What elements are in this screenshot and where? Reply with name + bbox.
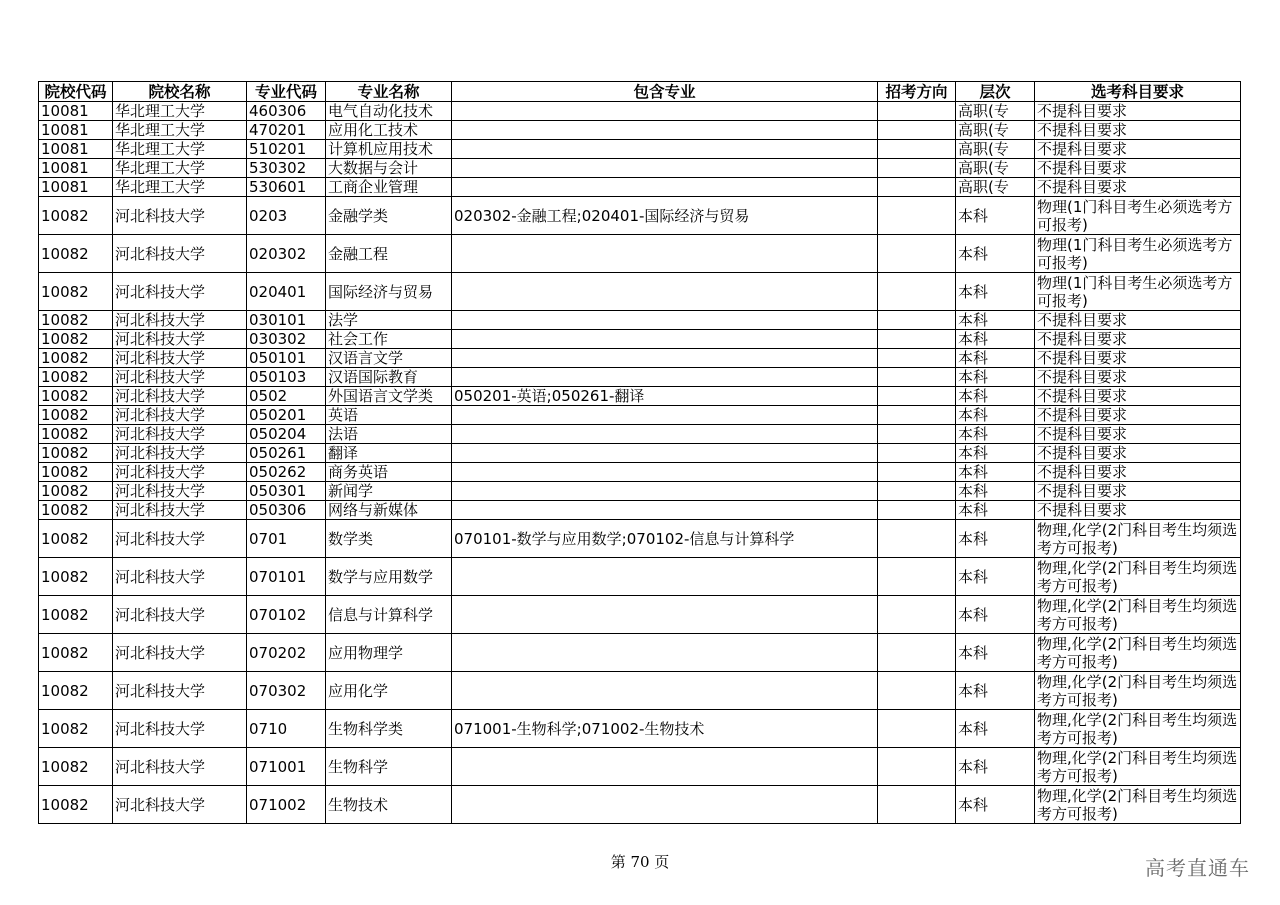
cell-school-code: 10082 — [39, 330, 113, 349]
table-row — [39, 349, 1241, 368]
cell-direction — [878, 121, 956, 140]
cell-major-name: 法语 — [326, 425, 452, 444]
table-body — [39, 102, 1241, 824]
cell-direction — [878, 672, 956, 710]
table-row — [39, 748, 1241, 786]
cell-subject-requirement: 物理,化学(2门科目考生均须选考方可报考) — [1035, 520, 1241, 558]
cell-major-name: 生物科学 — [326, 748, 452, 786]
cell-school-name: 河北科技大学 — [113, 596, 247, 634]
cell-school-name: 河北科技大学 — [113, 311, 247, 330]
cell-major-code: 0502 — [247, 387, 326, 406]
cell-major-code: 020302 — [247, 235, 326, 273]
cell-school-code: 10081 — [39, 159, 113, 178]
header-included-majors: 包含专业 — [452, 82, 878, 102]
cell-direction — [878, 102, 956, 121]
cell-level: 本科 — [956, 672, 1035, 710]
cell-included-majors: 070101-数学与应用数学;070102-信息与计算科学 — [452, 520, 878, 558]
cell-major-name: 数学与应用数学 — [326, 558, 452, 596]
table-row — [39, 406, 1241, 425]
cell-major-code: 030101 — [247, 311, 326, 330]
cell-direction — [878, 558, 956, 596]
table-row — [39, 444, 1241, 463]
page-number: 第 70 页 — [610, 853, 670, 871]
cell-subject-requirement: 物理,化学(2门科目考生均须选考方可报考) — [1035, 596, 1241, 634]
cell-major-name: 英语 — [326, 406, 452, 425]
cell-major-name: 国际经济与贸易 — [326, 273, 452, 311]
cell-level: 本科 — [956, 197, 1035, 235]
cell-included-majors — [452, 140, 878, 159]
cell-major-name: 汉语言文学 — [326, 349, 452, 368]
cell-school-name: 河北科技大学 — [113, 634, 247, 672]
cell-subject-requirement: 不提科目要求 — [1035, 368, 1241, 387]
table-row — [39, 786, 1241, 824]
cell-level: 高职(专 — [956, 102, 1035, 121]
cell-subject-requirement: 物理,化学(2门科目考生均须选考方可报考) — [1035, 634, 1241, 672]
cell-included-majors — [452, 786, 878, 824]
cell-level: 本科 — [956, 748, 1035, 786]
cell-major-name: 应用物理学 — [326, 634, 452, 672]
table-row — [39, 273, 1241, 311]
cell-major-code: 071001 — [247, 748, 326, 786]
cell-level: 本科 — [956, 387, 1035, 406]
cell-school-name: 华北理工大学 — [113, 159, 247, 178]
cell-major-name: 商务英语 — [326, 463, 452, 482]
cell-direction — [878, 748, 956, 786]
cell-level: 本科 — [956, 786, 1035, 824]
cell-school-name: 河北科技大学 — [113, 330, 247, 349]
cell-school-name: 河北科技大学 — [113, 520, 247, 558]
cell-school-name: 河北科技大学 — [113, 558, 247, 596]
cell-major-code: 030302 — [247, 330, 326, 349]
cell-subject-requirement: 不提科目要求 — [1035, 463, 1241, 482]
cell-school-code: 10082 — [39, 748, 113, 786]
table-row — [39, 311, 1241, 330]
cell-major-code: 050103 — [247, 368, 326, 387]
cell-school-name: 河北科技大学 — [113, 710, 247, 748]
cell-major-code: 070101 — [247, 558, 326, 596]
cell-subject-requirement: 物理,化学(2门科目考生均须选考方可报考) — [1035, 786, 1241, 824]
cell-level: 本科 — [956, 368, 1035, 387]
cell-direction — [878, 273, 956, 311]
cell-major-code: 0203 — [247, 197, 326, 235]
cell-school-name: 华北理工大学 — [113, 102, 247, 121]
table-row — [39, 501, 1241, 520]
cell-school-code: 10082 — [39, 634, 113, 672]
table-row — [39, 121, 1241, 140]
watermark: 高考直通车 — [1145, 856, 1250, 880]
header-school-name: 院校名称 — [113, 82, 247, 102]
cell-major-code: 0710 — [247, 710, 326, 748]
cell-included-majors: 050201-英语;050261-翻译 — [452, 387, 878, 406]
cell-school-code: 10082 — [39, 387, 113, 406]
table-row — [39, 634, 1241, 672]
cell-level: 高职(专 — [956, 140, 1035, 159]
cell-major-name: 网络与新媒体 — [326, 501, 452, 520]
cell-major-name: 计算机应用技术 — [326, 140, 452, 159]
cell-included-majors — [452, 596, 878, 634]
cell-level: 本科 — [956, 596, 1035, 634]
cell-direction — [878, 482, 956, 501]
cell-subject-requirement: 物理(1门科目考生必须选考方可报考) — [1035, 273, 1241, 311]
cell-subject-requirement: 物理,化学(2门科目考生均须选考方可报考) — [1035, 710, 1241, 748]
cell-included-majors — [452, 558, 878, 596]
cell-major-code: 530302 — [247, 159, 326, 178]
cell-school-name: 华北理工大学 — [113, 178, 247, 197]
cell-school-name: 河北科技大学 — [113, 786, 247, 824]
admission-table — [38, 81, 1241, 824]
cell-subject-requirement: 不提科目要求 — [1035, 311, 1241, 330]
cell-subject-requirement: 不提科目要求 — [1035, 425, 1241, 444]
table-row — [39, 368, 1241, 387]
cell-level: 本科 — [956, 330, 1035, 349]
cell-direction — [878, 330, 956, 349]
cell-school-code: 10081 — [39, 102, 113, 121]
cell-level: 本科 — [956, 311, 1035, 330]
cell-major-name: 金融学类 — [326, 197, 452, 235]
cell-major-name: 社会工作 — [326, 330, 452, 349]
table-row — [39, 520, 1241, 558]
cell-direction — [878, 520, 956, 558]
cell-level: 本科 — [956, 501, 1035, 520]
cell-subject-requirement: 不提科目要求 — [1035, 159, 1241, 178]
cell-direction — [878, 406, 956, 425]
cell-major-code: 050306 — [247, 501, 326, 520]
cell-subject-requirement: 不提科目要求 — [1035, 102, 1241, 121]
cell-major-name: 生物技术 — [326, 786, 452, 824]
cell-level: 本科 — [956, 520, 1035, 558]
cell-school-code: 10082 — [39, 444, 113, 463]
cell-included-majors — [452, 425, 878, 444]
cell-major-name: 电气自动化技术 — [326, 102, 452, 121]
header-school-code: 院校代码 — [39, 82, 113, 102]
cell-major-name: 外国语言文学类 — [326, 387, 452, 406]
cell-school-code: 10082 — [39, 425, 113, 444]
cell-major-name: 应用化工技术 — [326, 121, 452, 140]
table-row — [39, 159, 1241, 178]
cell-school-code: 10082 — [39, 349, 113, 368]
cell-level: 本科 — [956, 235, 1035, 273]
table-row — [39, 463, 1241, 482]
table-row — [39, 235, 1241, 273]
cell-school-name: 华北理工大学 — [113, 140, 247, 159]
cell-school-code: 10082 — [39, 710, 113, 748]
cell-major-name: 工商企业管理 — [326, 178, 452, 197]
cell-direction — [878, 197, 956, 235]
cell-included-majors — [452, 634, 878, 672]
cell-major-code: 0701 — [247, 520, 326, 558]
cell-school-name: 河北科技大学 — [113, 672, 247, 710]
cell-major-name: 法学 — [326, 311, 452, 330]
cell-direction — [878, 444, 956, 463]
cell-school-code: 10081 — [39, 140, 113, 159]
header-major-code: 专业代码 — [247, 82, 326, 102]
cell-included-majors: 071001-生物科学;071002-生物技术 — [452, 710, 878, 748]
cell-school-name: 河北科技大学 — [113, 235, 247, 273]
cell-subject-requirement: 不提科目要求 — [1035, 387, 1241, 406]
cell-subject-requirement: 不提科目要求 — [1035, 482, 1241, 501]
cell-level: 本科 — [956, 634, 1035, 672]
cell-school-code: 10082 — [39, 501, 113, 520]
cell-direction — [878, 710, 956, 748]
cell-major-name: 应用化学 — [326, 672, 452, 710]
cell-school-code: 10082 — [39, 786, 113, 824]
cell-level: 高职(专 — [956, 159, 1035, 178]
cell-level: 本科 — [956, 406, 1035, 425]
cell-direction — [878, 425, 956, 444]
cell-included-majors — [452, 501, 878, 520]
cell-level: 高职(专 — [956, 178, 1035, 197]
cell-major-name: 汉语国际教育 — [326, 368, 452, 387]
cell-major-code: 020401 — [247, 273, 326, 311]
table-row — [39, 102, 1241, 121]
table-row — [39, 197, 1241, 235]
cell-major-code: 050301 — [247, 482, 326, 501]
cell-school-name: 华北理工大学 — [113, 121, 247, 140]
table-row — [39, 425, 1241, 444]
cell-level: 本科 — [956, 425, 1035, 444]
header-direction: 招考方向 — [878, 82, 956, 102]
cell-subject-requirement: 不提科目要求 — [1035, 178, 1241, 197]
cell-major-name: 新闻学 — [326, 482, 452, 501]
cell-included-majors — [452, 102, 878, 121]
cell-school-code: 10082 — [39, 596, 113, 634]
table-row — [39, 387, 1241, 406]
cell-school-code: 10082 — [39, 520, 113, 558]
cell-major-code: 050204 — [247, 425, 326, 444]
cell-school-name: 河北科技大学 — [113, 197, 247, 235]
cell-level: 高职(专 — [956, 121, 1035, 140]
header-subject-requirement: 选考科目要求 — [1035, 82, 1241, 102]
cell-school-code: 10082 — [39, 235, 113, 273]
cell-school-code: 10082 — [39, 197, 113, 235]
cell-major-code: 050101 — [247, 349, 326, 368]
cell-school-code: 10081 — [39, 121, 113, 140]
cell-direction — [878, 368, 956, 387]
cell-major-code: 070302 — [247, 672, 326, 710]
cell-direction — [878, 159, 956, 178]
cell-level: 本科 — [956, 463, 1035, 482]
cell-major-name: 翻译 — [326, 444, 452, 463]
cell-direction — [878, 463, 956, 482]
cell-included-majors — [452, 330, 878, 349]
header-level: 层次 — [956, 82, 1035, 102]
header-row — [39, 82, 1241, 102]
cell-level: 本科 — [956, 273, 1035, 311]
table-row — [39, 672, 1241, 710]
cell-school-code: 10082 — [39, 672, 113, 710]
cell-school-code: 10082 — [39, 463, 113, 482]
cell-included-majors — [452, 748, 878, 786]
cell-school-name: 河北科技大学 — [113, 387, 247, 406]
cell-school-name: 河北科技大学 — [113, 368, 247, 387]
cell-subject-requirement: 不提科目要求 — [1035, 501, 1241, 520]
cell-major-code: 460306 — [247, 102, 326, 121]
cell-subject-requirement: 不提科目要求 — [1035, 444, 1241, 463]
table-row — [39, 596, 1241, 634]
cell-level: 本科 — [956, 558, 1035, 596]
cell-school-name: 河北科技大学 — [113, 501, 247, 520]
cell-major-code: 050201 — [247, 406, 326, 425]
cell-school-code: 10082 — [39, 406, 113, 425]
cell-subject-requirement: 不提科目要求 — [1035, 140, 1241, 159]
cell-school-name: 河北科技大学 — [113, 463, 247, 482]
cell-direction — [878, 235, 956, 273]
cell-school-code: 10082 — [39, 368, 113, 387]
cell-major-code: 070102 — [247, 596, 326, 634]
cell-school-code: 10082 — [39, 311, 113, 330]
table-row — [39, 482, 1241, 501]
cell-major-code: 470201 — [247, 121, 326, 140]
cell-direction — [878, 311, 956, 330]
cell-school-name: 河北科技大学 — [113, 273, 247, 311]
cell-subject-requirement: 物理,化学(2门科目考生均须选考方可报考) — [1035, 558, 1241, 596]
cell-direction — [878, 786, 956, 824]
cell-included-majors — [452, 463, 878, 482]
cell-major-code: 050262 — [247, 463, 326, 482]
cell-level: 本科 — [956, 710, 1035, 748]
cell-school-name: 河北科技大学 — [113, 425, 247, 444]
cell-included-majors — [452, 159, 878, 178]
cell-included-majors — [452, 235, 878, 273]
cell-included-majors — [452, 482, 878, 501]
cell-subject-requirement: 不提科目要求 — [1035, 121, 1241, 140]
cell-direction — [878, 140, 956, 159]
cell-direction — [878, 387, 956, 406]
cell-school-code: 10082 — [39, 273, 113, 311]
cell-included-majors — [452, 368, 878, 387]
cell-major-code: 070202 — [247, 634, 326, 672]
cell-subject-requirement: 不提科目要求 — [1035, 406, 1241, 425]
cell-school-code: 10082 — [39, 482, 113, 501]
cell-subject-requirement: 物理(1门科目考生必须选考方可报考) — [1035, 197, 1241, 235]
cell-included-majors — [452, 178, 878, 197]
cell-direction — [878, 178, 956, 197]
cell-major-code: 510201 — [247, 140, 326, 159]
header-major-name: 专业名称 — [326, 82, 452, 102]
cell-school-code: 10081 — [39, 178, 113, 197]
cell-school-name: 河北科技大学 — [113, 444, 247, 463]
cell-subject-requirement: 物理,化学(2门科目考生均须选考方可报考) — [1035, 748, 1241, 786]
cell-school-name: 河北科技大学 — [113, 349, 247, 368]
cell-included-majors: 020302-金融工程;020401-国际经济与贸易 — [452, 197, 878, 235]
cell-school-name: 河北科技大学 — [113, 748, 247, 786]
cell-level: 本科 — [956, 349, 1035, 368]
cell-major-code: 050261 — [247, 444, 326, 463]
cell-included-majors — [452, 121, 878, 140]
cell-included-majors — [452, 672, 878, 710]
cell-major-name: 生物科学类 — [326, 710, 452, 748]
cell-major-name: 数学类 — [326, 520, 452, 558]
cell-major-code: 071002 — [247, 786, 326, 824]
table-row — [39, 710, 1241, 748]
table-row — [39, 558, 1241, 596]
cell-level: 本科 — [956, 482, 1035, 501]
cell-direction — [878, 501, 956, 520]
cell-direction — [878, 634, 956, 672]
cell-direction — [878, 596, 956, 634]
cell-included-majors — [452, 406, 878, 425]
cell-school-name: 河北科技大学 — [113, 406, 247, 425]
cell-subject-requirement: 物理(1门科目考生必须选考方可报考) — [1035, 235, 1241, 273]
cell-major-name: 信息与计算科学 — [326, 596, 452, 634]
cell-subject-requirement: 不提科目要求 — [1035, 330, 1241, 349]
table-row — [39, 330, 1241, 349]
cell-school-code: 10082 — [39, 558, 113, 596]
table-row — [39, 140, 1241, 159]
cell-school-name: 河北科技大学 — [113, 482, 247, 501]
cell-included-majors — [452, 349, 878, 368]
table-row — [39, 178, 1241, 197]
cell-included-majors — [452, 444, 878, 463]
cell-included-majors — [452, 273, 878, 311]
cell-major-name: 大数据与会计 — [326, 159, 452, 178]
cell-subject-requirement: 物理,化学(2门科目考生均须选考方可报考) — [1035, 672, 1241, 710]
cell-direction — [878, 349, 956, 368]
cell-included-majors — [452, 311, 878, 330]
cell-major-code: 530601 — [247, 178, 326, 197]
cell-subject-requirement: 不提科目要求 — [1035, 349, 1241, 368]
cell-major-name: 金融工程 — [326, 235, 452, 273]
cell-level: 本科 — [956, 444, 1035, 463]
